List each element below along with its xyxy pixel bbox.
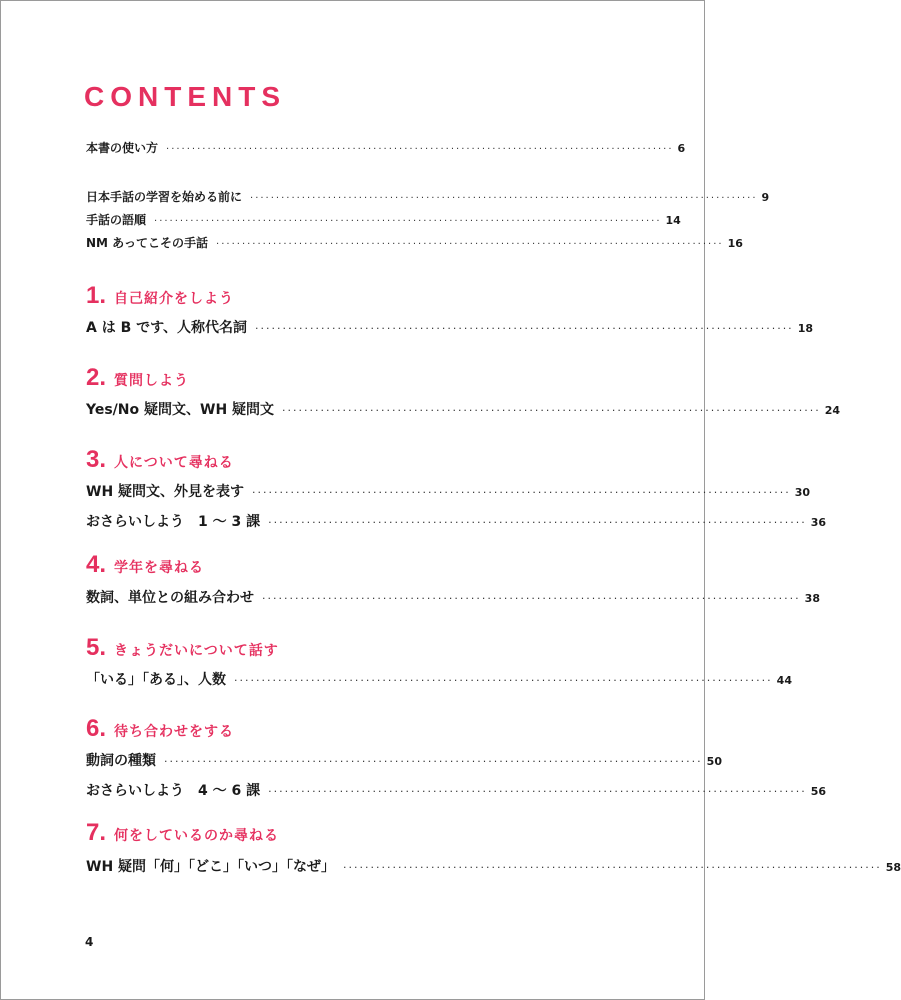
- toc-entry: [86, 780, 827, 800]
- toc-entry: [86, 750, 722, 770]
- entry-page: 50: [706, 755, 722, 768]
- chapter-title: 学年を尋ねる: [114, 560, 205, 576]
- chapter-number: 3.: [86, 446, 107, 473]
- toc-entry: [86, 587, 820, 607]
- toc-entry: [86, 139, 686, 156]
- chapter-number: 7.: [86, 819, 107, 846]
- leader-dots: ··································································································: [166, 144, 674, 155]
- toc-entry: [86, 211, 681, 228]
- entry-label: A は B です、人称代名詞: [86, 320, 248, 336]
- entry-label: おさらいしよう 1 ～ 3 課: [86, 514, 261, 530]
- page-number: 4: [85, 935, 94, 949]
- chapter-heading: [86, 715, 234, 743]
- leader-dots: ··································································································: [250, 193, 758, 204]
- leader-dots: ··································································································: [268, 785, 807, 798]
- chapter-number: 2.: [86, 364, 107, 391]
- leader-dots: ··································································································: [252, 486, 791, 499]
- chapter-heading: [86, 364, 189, 392]
- chapter-heading: [86, 819, 279, 847]
- leader-dots: ··································································································: [255, 322, 794, 335]
- entry-page: 30: [794, 486, 811, 499]
- chapter-number: 4.: [86, 551, 107, 578]
- leader-dots: ··································································································: [282, 404, 821, 417]
- entry-page: 9: [761, 191, 770, 204]
- leader-dots: ··································································································: [268, 516, 807, 529]
- toc-entry: [86, 317, 813, 337]
- entry-page: 14: [665, 214, 681, 227]
- entry-label: 動詞の種類: [86, 753, 156, 769]
- entry-label: WH 疑問文、外見を表す: [86, 484, 245, 500]
- entry-label: WH 疑問「何」「どこ」「いつ」「なぜ」: [86, 859, 336, 875]
- chapter-heading: [86, 634, 279, 662]
- chapter-title: 人について尋ねる: [114, 455, 234, 471]
- leader-dots: ··································································································: [234, 674, 773, 687]
- entry-page: 18: [797, 322, 813, 335]
- entry-page: 16: [727, 237, 743, 250]
- entry-page: 24: [824, 404, 841, 417]
- entry-page: 36: [810, 516, 827, 529]
- chapter-number: 6.: [86, 715, 107, 742]
- contents-title: CONTENTS: [84, 81, 286, 112]
- chapter-heading: [86, 551, 204, 579]
- chapter-title: きょうだいについて話す: [114, 643, 279, 659]
- toc-entry: [86, 669, 792, 689]
- entry-label: 「いる」「ある」、人数: [86, 672, 226, 688]
- entry-page: 58: [885, 861, 901, 874]
- chapter-number: 5.: [86, 634, 107, 661]
- toc-entry: [86, 188, 770, 205]
- entry-label: 日本手話の学習を始める前に: [86, 190, 243, 204]
- chapter-title: 自己紹介をしよう: [114, 291, 235, 307]
- entry-page: 6: [677, 142, 686, 155]
- chapter-title: 何をしているのか尋ねる: [114, 828, 280, 844]
- entry-page: 38: [804, 592, 820, 605]
- entry-page: 56: [810, 785, 827, 798]
- chapter-title: 質問しよう: [114, 373, 190, 389]
- leader-dots: ··································································································: [154, 216, 662, 227]
- toc-entry: [86, 399, 841, 419]
- entry-label: 本書の使い方: [86, 141, 159, 155]
- chapter-heading: [86, 282, 234, 310]
- entry-label: Yes/No 疑問文、WH 疑問文: [86, 402, 275, 418]
- chapter-number: 1.: [86, 282, 107, 309]
- entry-label: 手話の語順: [86, 213, 147, 227]
- chapter-title: 待ち合わせをする: [114, 724, 235, 740]
- entry-label: おさらいしよう 4 ～ 6 課: [86, 783, 261, 799]
- entry-page: 44: [776, 674, 792, 687]
- toc-entry: [86, 856, 901, 876]
- leader-dots: ··································································································: [216, 239, 724, 250]
- leader-dots: ··································································································: [343, 861, 882, 874]
- leader-dots: ··································································································: [262, 592, 801, 605]
- chapter-heading: [86, 446, 234, 474]
- entry-label: 数詞、単位との組み合わせ: [86, 590, 254, 606]
- toc-entry: [86, 481, 811, 501]
- toc-entry: [86, 511, 827, 531]
- leader-dots: ··································································································: [164, 755, 703, 768]
- toc-entry: [86, 234, 743, 251]
- entry-label: NM あってこその手話: [86, 236, 209, 250]
